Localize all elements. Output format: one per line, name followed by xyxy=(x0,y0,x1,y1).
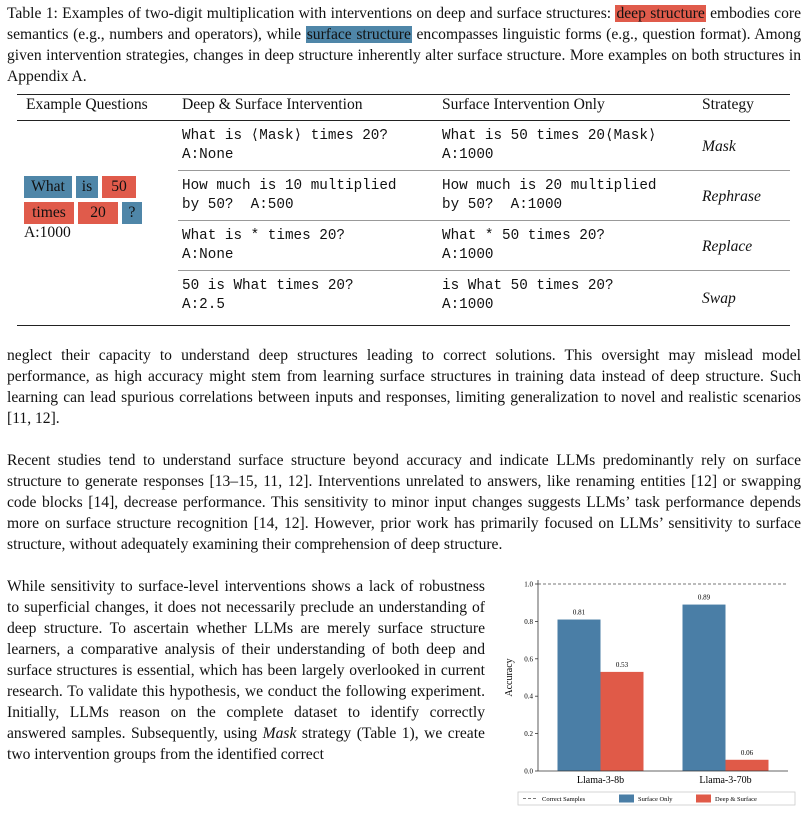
accuracy-bar-chart xyxy=(498,574,800,809)
bar-value-label: 0.53 xyxy=(615,660,629,669)
token-is: is xyxy=(76,176,98,198)
caption-prefix: Table 1: Examples of two-digit multiplication with interventions on deep and surface structures: xyxy=(7,5,612,22)
strategy-cell: Swap xyxy=(702,290,736,307)
table-row xyxy=(178,221,790,271)
strategy-cell: Rephrase xyxy=(702,188,761,205)
y-tick-label: 0.6 xyxy=(524,655,533,664)
deep-structure-highlight: deep structure xyxy=(616,5,705,22)
caption-mid: embodies core semantics (e.g., numbers and operators), while xyxy=(7,5,801,43)
bar-deep-surface-llama-3-8b xyxy=(601,672,644,771)
surface-intervention-cell: How much is 20 multiplied by 50? A:1000 xyxy=(442,178,657,213)
x-tick-label: Llama-3-8b xyxy=(576,775,625,786)
legend-deep-surface-swatch xyxy=(696,795,711,803)
legend-correct-samples-label: Correct Samples xyxy=(542,796,586,803)
y-tick-label: 1.0 xyxy=(524,580,533,589)
surface-intervention-cell: What is 50 times 20⟨Mask⟩ A:1000 xyxy=(442,128,657,163)
token-20: 20 xyxy=(78,202,118,224)
table-row xyxy=(178,271,790,325)
y-axis-label: Accuracy xyxy=(504,658,515,697)
header-deep-surface: Deep & Surface Intervention xyxy=(182,96,363,113)
paragraph-3-text-a: While sensitivity to surface-level interventions shows a lack of robustness to superficial changes, it does not necessarily preclude an understanding of deep structure. To ascertain whether LLMs are merely surface structure learners, a comparative analysis of their understanding of both deep and surface structures is essential, which has been largely overlooked in current research. To validate this hypothesis, we conduct the following experiment. Initially, LLMs reason on the complete dataset to identify correctly answered samples. Subsequently, using xyxy=(7,578,485,742)
header-strategy: Strategy xyxy=(702,96,754,113)
bar-value-label: 0.81 xyxy=(572,608,586,617)
strategy-cell: Replace xyxy=(702,238,753,255)
table-row xyxy=(178,121,790,171)
bar-deep-surface-llama-3-70b xyxy=(726,760,769,771)
paragraph-3 xyxy=(7,576,485,765)
token-question-mark: ? xyxy=(122,202,142,224)
x-tick-label: Llama-3-70b xyxy=(699,775,752,786)
header-surface-only: Surface Intervention Only xyxy=(442,96,605,113)
paragraph-3-italic: Mask xyxy=(262,725,297,742)
header-example-questions: Example Questions xyxy=(26,96,148,113)
surface-intervention-cell: What * 50 times 20? A:1000 xyxy=(442,228,606,263)
token-50: 50 xyxy=(102,176,136,198)
token-what: What xyxy=(24,176,72,198)
y-tick-label: 0.4 xyxy=(524,692,533,701)
paragraph-3-text-b: strategy (Table 1), we create two intervention groups from the identified correct xyxy=(7,725,485,763)
strategy-cell: Mask xyxy=(702,138,736,155)
legend-deep-surface-label: Deep & Surface xyxy=(715,796,757,803)
y-tick-label: 0.2 xyxy=(524,730,533,739)
bar-value-label: 0.89 xyxy=(697,593,711,602)
example-answer: A:1000 xyxy=(24,224,71,241)
deep-intervention-cell: What is * times 20? A:None xyxy=(182,228,346,263)
legend-surface-only-swatch xyxy=(619,795,634,803)
table-row xyxy=(178,171,790,221)
deep-intervention-cell: How much is 10 multiplied by 50? A:500 xyxy=(182,178,397,213)
table-bottom-rule xyxy=(17,325,790,326)
deep-intervention-cell: 50 is What times 20? A:2.5 xyxy=(182,278,354,313)
token-times: times xyxy=(24,202,74,224)
caption-suffix: encompasses linguistic forms (e.g., question format). Among given intervention strategies, changes in deep structure inherently alter surface structure. More examples on both structures in Appendix A. xyxy=(7,26,802,85)
surface-intervention-cell: is What 50 times 20? A:1000 xyxy=(442,278,614,313)
bar-value-label: 0.06 xyxy=(740,748,754,757)
bar-surface-only-llama-3-70b xyxy=(683,605,726,771)
legend-surface-only-label: Surface Only xyxy=(638,796,673,803)
bar-surface-only-llama-3-8b xyxy=(558,620,601,771)
paragraph-1: neglect their capacity to understand deep structures leading to correct solutions. This oversight may mislead model performance, as high accuracy might stem from learning surface structures in training data instead of deep structure. Such learning can lead spurious correlations between inputs and responses, limiting generalization to novel and realistic scenarios [11, 12]. xyxy=(7,347,801,427)
surface-structure-highlight: surface structure xyxy=(306,26,411,43)
y-tick-label: 0.0 xyxy=(524,767,533,776)
deep-intervention-cell: What is ⟨Mask⟩ times 20? A:None xyxy=(182,128,388,163)
y-tick-label: 0.8 xyxy=(524,617,533,626)
paragraph-2: Recent studies tend to understand surface structure beyond accuracy and indicate LLMs predominantly rely on surface structure to generate responses [13–15, 11, 12]. Interventions unrelated to answers, like renaming entities [12] or swapping code blocks [14], decrease performance. This sensitivity to minor input changes suggests LLMs’ task performance depends more on surface structure recognition [14, 12]. However, prior work has primarily focused on LLMs’ sensitivity to surface structure, without adequately examining their comprehension of deep structure. xyxy=(7,452,801,553)
table-caption xyxy=(7,3,801,87)
